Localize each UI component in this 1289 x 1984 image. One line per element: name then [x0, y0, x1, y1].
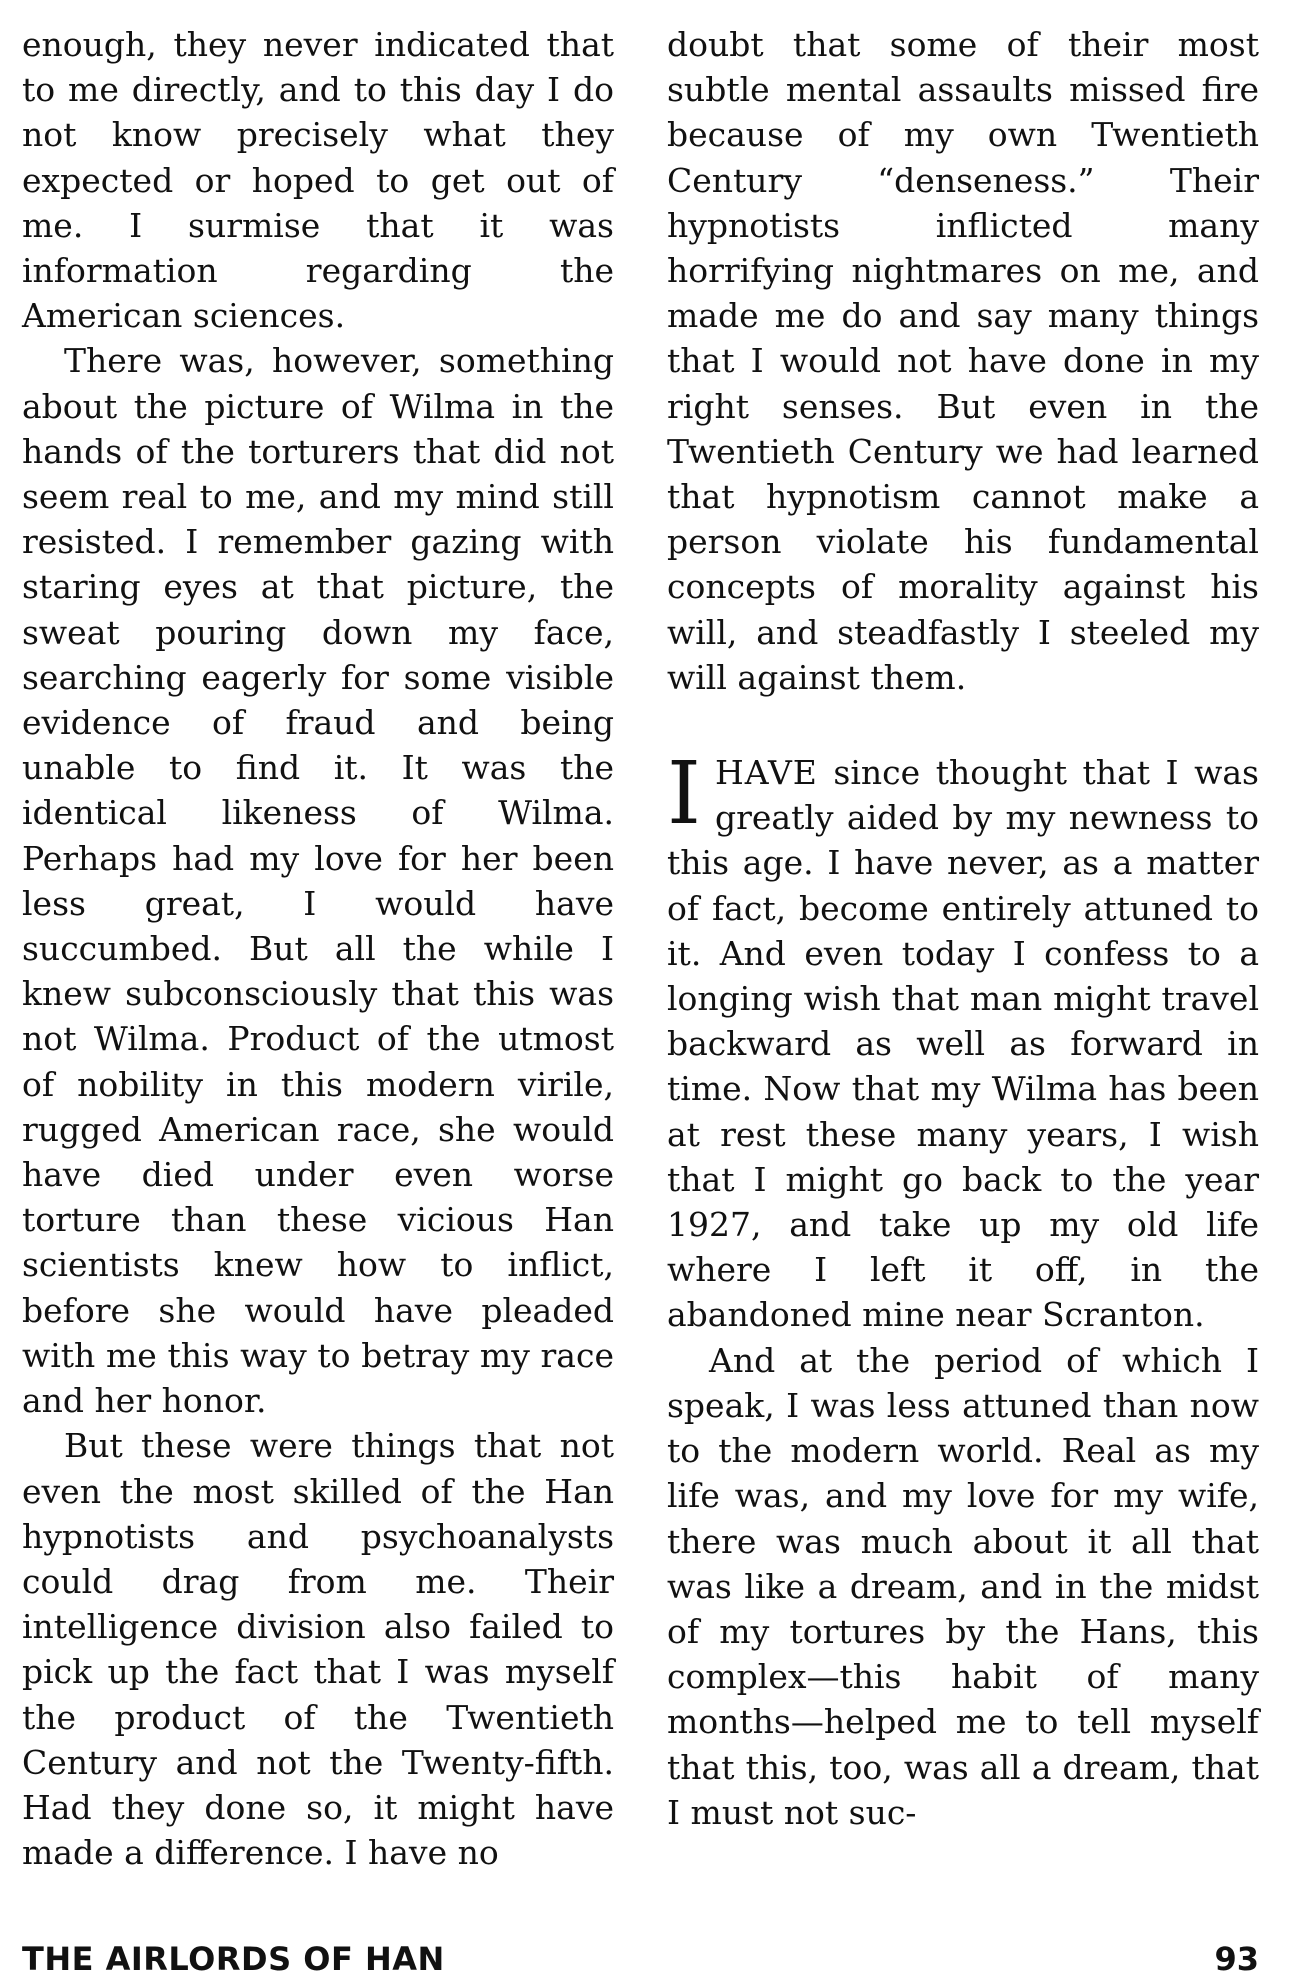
section-break [667, 700, 1259, 750]
paragraph: enough, they never indicated that to me directly, and to this day I do not know precisely what they expected or hoped to get out of me. I surmise that it was information regarding the American sciences. [22, 25, 614, 336]
paragraph: And at the period of which I speak, I was less attuned than now to the modern world. Real as my life was, and my love for my wife, there was much about it all that was like a dream, and in the midst of my tortures by the Hans, this complex—this habit of many months—helped me to tell myself that this, too, was all a dream, that I must not suc- [667, 1340, 1259, 1832]
right-column [667, 22, 1259, 1835]
left-column [22, 22, 614, 1875]
page-number: 93 [1214, 1940, 1259, 1978]
paragraph: doubt that some of their most subtle mental assaults missed fire because of my own Twentieth Century “denseness.” Their hypnotists inflicted many horrifying nightmares on me, and made me do and say many things that I would not have done in my right senses. But even in the Twentieth Century we had learned that hypnotism cannot make a person violate his fundamental concepts of morality against his will, and steadfastly I steeled my will against them. [667, 25, 1259, 697]
running-footer-title: THE AIRLORDS OF HAN [22, 1940, 445, 1978]
paragraph: There was, however, something about the picture of Wilma in the hands of the torturers that did not seem real to me, and my mind still resisted. I remember gazing with staring eyes at that picture, the sweat pouring down my face, searching eagerly for some visible evidence of fraud and being unable to find it. It was the identical likeness of Wilma. Perhaps had my love for her been less great, I would have succumbed. But all the while I knew subconsciously that this was not Wilma. Product of the utmost of nobility in this modern virile, rugged American race, she would have died under even worse torture than these vicious Han scientists knew how to inflict, before she would have pleaded with me this way to betray my race and her honor. [22, 341, 614, 1421]
paragraph: But these were things that not even the most skilled of the Han hypnotists and psychoanalysts could drag from me. Their intelligence division also failed to pick up the fact that I was myself the product of the Twentieth Century and not the Twenty-fifth. Had they done so, it might have made a difference. I have no [22, 1426, 614, 1873]
paragraph-text: since thought that I was greatly aided by my newness to this age. I have never, as a matter of fact, become entirely attuned to it. And even today I confess to a longing wish that man might travel backward as well as forward in time. Now that my Wilma has been at rest these many years, I wish that I might go back to the year 1927, and take up my old life where I left it off, in the abandoned mine near Scranton. [667, 753, 1259, 1335]
drop-cap: I [667, 744, 701, 845]
small-caps-lead: HAVE [714, 753, 818, 793]
section-opening-paragraph [667, 744, 1259, 1338]
